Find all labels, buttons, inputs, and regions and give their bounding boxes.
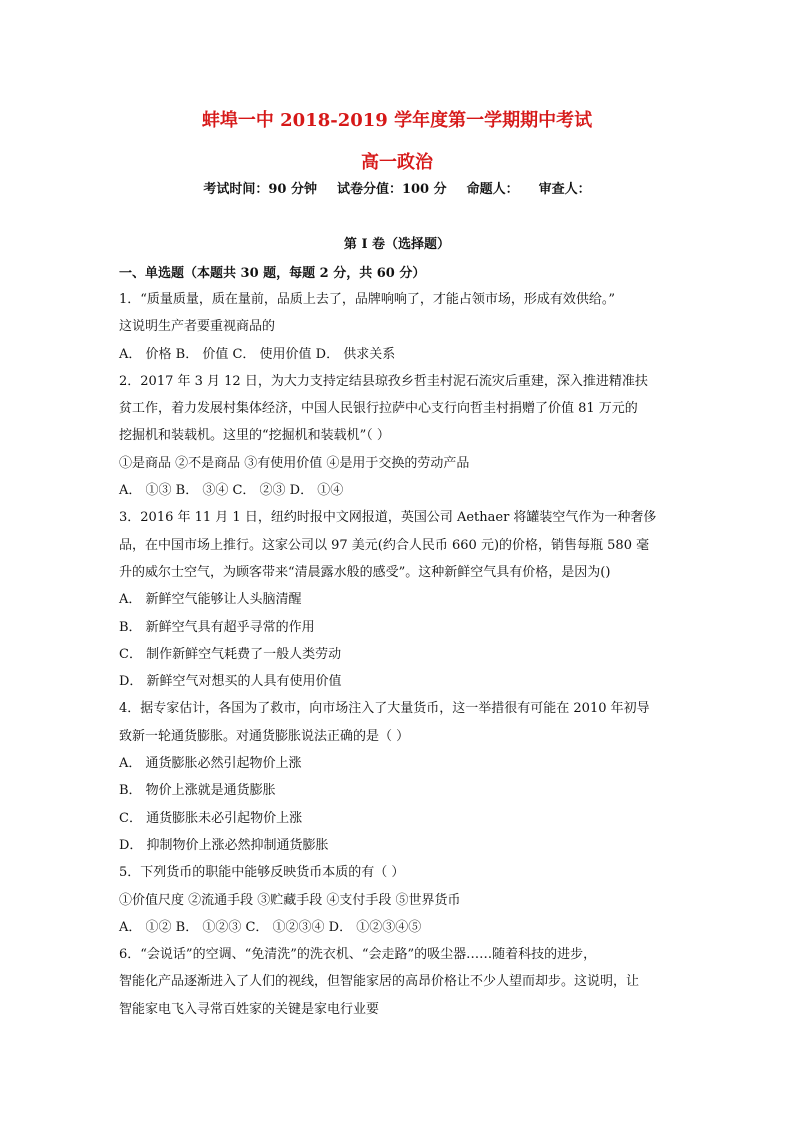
- option-line: D． 新鲜空气对想买的人具有使用价值: [119, 674, 342, 690]
- text-line: 6．“会说话”的空调、“免清洗”的洗衣机、“会走路”的吸尘器……随着科技的进步，: [119, 947, 597, 963]
- text-line: 智能化产品逐渐进入了人们的视线，但智能家居的高昂价格让不少人望而却步。这说明，让: [119, 974, 640, 990]
- text-line: 挖掘机和装载机。这里的“挖掘机和装载机”（ ）: [119, 428, 390, 444]
- option-line: A． 价格 B． 价值 C． 使用价值 D． 供求关系: [119, 346, 396, 362]
- exam-subject: 高一政治: [361, 152, 433, 173]
- exam-info: [0, 178, 794, 197]
- text-line: 2．2017 年 3 月 12 日，为大力支持定结县琼孜乡哲圭村泥石流灾后重建，深入推进精准扶: [119, 373, 648, 389]
- text-line: 致新一轮通货膨胀。对通货膨胀说法正确的是（ ）: [119, 728, 410, 744]
- option-line: B． 物价上涨就是通货膨胀: [119, 783, 276, 799]
- section-title: 第 I 卷（选择题）: [343, 237, 451, 252]
- question-body: [119, 286, 679, 1023]
- text-line: 智能家电飞入寻常百姓家的关键是家电行业要: [119, 1001, 380, 1017]
- text-line: 品，在中国市场上推行。这家公司以 97 美元(约合人民币 660 元)的价格，销售每瓶 580 毫: [119, 537, 650, 553]
- exam-title: 蚌埠一中 2018-2019 学年度第一学期期中考试: [201, 110, 593, 131]
- option-line: A． ①② B． ①②③ C． ①②③④ D． ①②③④⑤: [119, 919, 422, 935]
- option-line: B． 新鲜空气具有超乎寻常的作用: [119, 619, 315, 635]
- option-line: A． ①③ B． ③④ C． ②③ D． ①④: [119, 483, 344, 499]
- option-line: A． 新鲜空气能够让人头脑清醒: [119, 592, 302, 608]
- exam-time: 考试时间：90 分钟: [203, 182, 317, 197]
- exam-author: 命题人：: [466, 182, 519, 197]
- text-line: 升的威尔士空气，为顾客带来“清晨露水般的感受”。这种新鲜空气具有价格，是因为(): [119, 564, 611, 580]
- exam-reviewer: 审查人：: [538, 182, 591, 197]
- option-line: C． 通货膨胀未必引起物价上涨: [119, 810, 303, 826]
- part-title: 一、单选题（本题共 30 题，每题 2 分，共 60 分）: [119, 266, 426, 281]
- exam-score: 试卷分值：100 分: [336, 182, 447, 197]
- text-line: 贫工作，着力发展村集体经济，中国人民银行拉萨中心支行向哲圭村捐赠了价值 81 万元的: [119, 401, 638, 417]
- text-line: 1．“质量质量，质在量前，品质上去了，品牌响响了，才能占领市场，形成有效供给。”: [119, 292, 616, 307]
- text-line: 这说明生产者要重视商品的: [119, 319, 276, 335]
- option-line: C． 制作新鲜空气耗费了一般人类劳动: [119, 646, 342, 662]
- text-line: 3．2016 年 11 月 1 日，纽约时报中文网报道，英国公司 Aethaer 将罐装空气作为一种奢侈: [119, 510, 657, 526]
- option-line: A． 通货膨胀必然引起物价上涨: [119, 756, 302, 772]
- option-line: D． 抑制物价上涨必然抑制通货膨胀: [119, 837, 329, 853]
- text-line: 4．据专家估计，各国为了救市，向市场注入了大量货币，这一举措很有可能在 2010 年初导: [119, 701, 650, 717]
- option-line: ①价值尺度 ②流通手段 ③贮藏手段 ④支付手段 ⑤世界货币: [119, 892, 461, 908]
- option-line: ①是商品 ②不是商品 ③有使用价值 ④是用于交换的劳动产品: [119, 455, 470, 471]
- text-line: 5．下列货币的职能中能够反映货币本质的有（ ）: [119, 865, 405, 881]
